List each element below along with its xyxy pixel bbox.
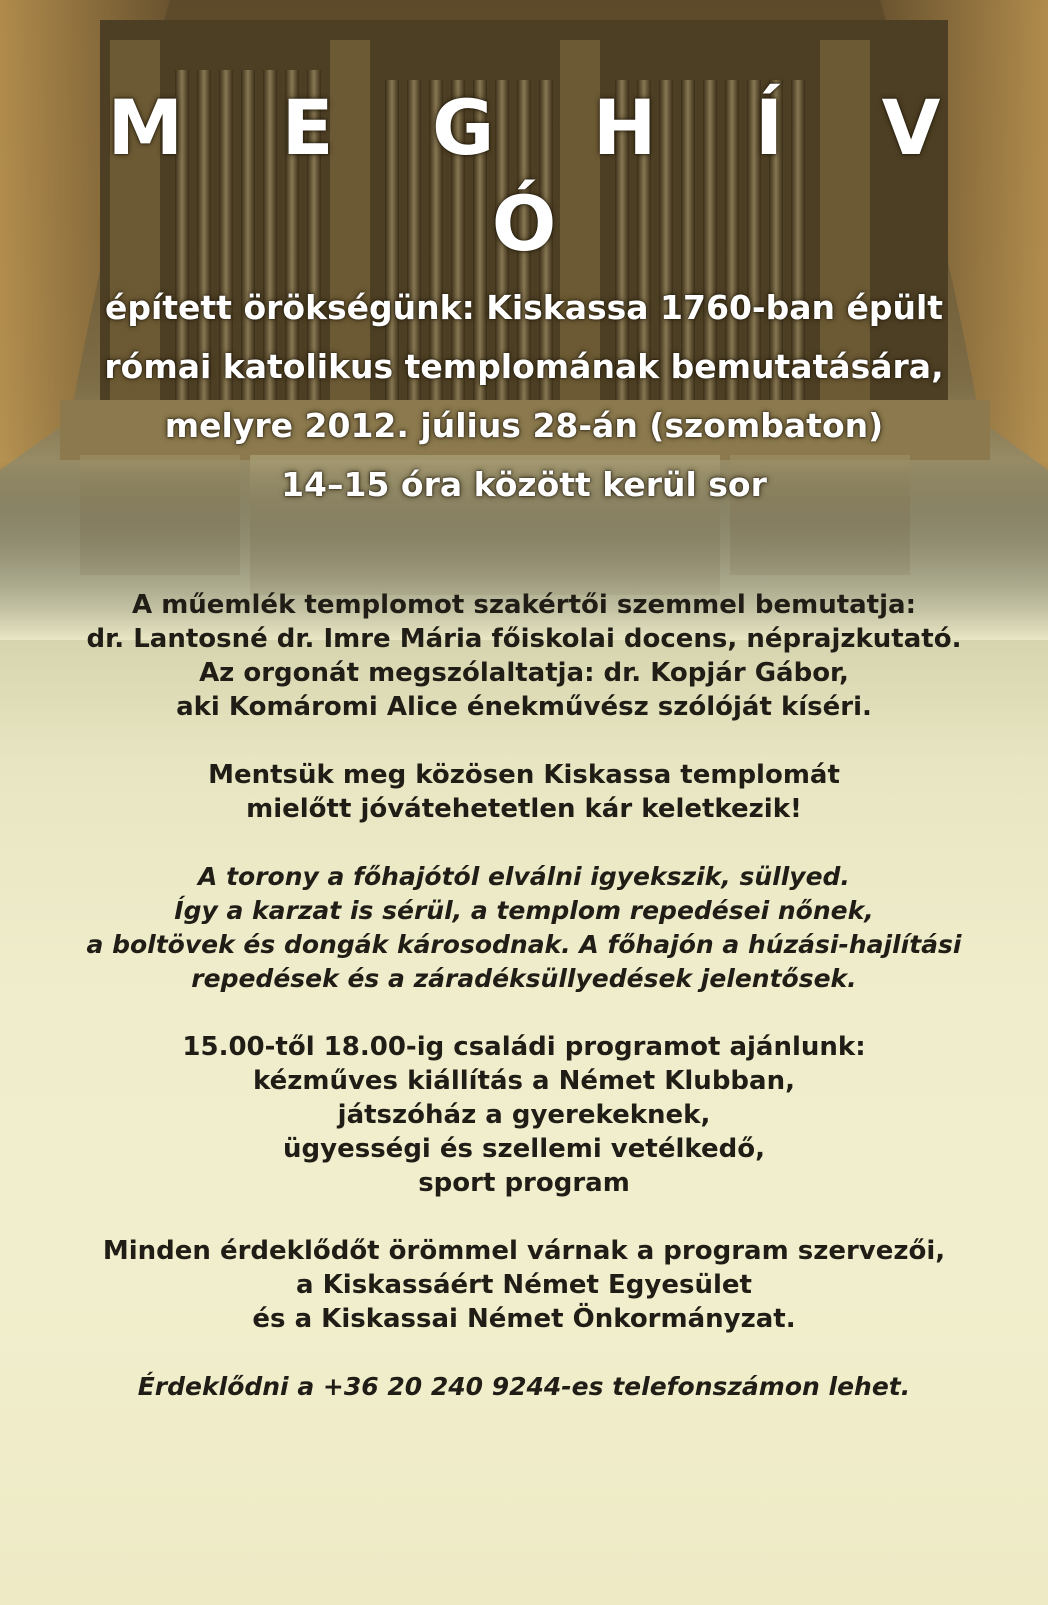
family-program-paragraph	[0, 1030, 1048, 1200]
damage-paragraph	[0, 860, 1048, 996]
damage-line: repedések és a záradéksüllyedések jelentősek.	[191, 964, 857, 993]
organizers-paragraph	[0, 1234, 1048, 1336]
page-title: M E G H Í V Ó	[107, 83, 977, 268]
presenters-line: Az orgonát megszólaltatja: dr. Kopjár Gábor,	[199, 658, 849, 688]
subtitle-line: melyre 2012. július 28-án (szombaton)	[164, 406, 884, 445]
family-program-line: kézműves kiállítás a Német Klubban,	[253, 1066, 795, 1096]
appeal-line: Mentsük meg közösen Kiskassa templomát	[208, 760, 840, 790]
presenters-paragraph	[0, 588, 1048, 724]
subtitle-line: 14–15 óra között kerül sor	[281, 465, 767, 504]
appeal-paragraph	[0, 758, 1048, 826]
contact-line: Érdeklődni a +36 20 240 9244-es telefonszámon lehet.	[137, 1372, 911, 1401]
invitation-body	[0, 588, 1048, 1404]
presenters-line: dr. Lantosné dr. Imre Mária főiskolai docens, néprajzkutató.	[86, 624, 962, 654]
organizers-line: Minden érdeklődőt örömmel várnak a program szervezői,	[102, 1236, 946, 1266]
event-subtitle	[0, 278, 1048, 514]
appeal-line: mielőtt jóvátehetetlen kár keletkezik!	[246, 794, 802, 824]
damage-line: Így a karzat is sérül, a templom repedései nőnek,	[174, 896, 874, 925]
family-program-line: sport program	[418, 1168, 630, 1198]
organizers-line: a Kiskassáért Német Egyesület	[296, 1270, 752, 1300]
family-program-line: 15.00-től 18.00-ig családi programot ajánlunk:	[182, 1032, 866, 1062]
damage-line: A torony a főhajótól elválni igyekszik, süllyed.	[198, 862, 850, 891]
subtitle-line: római katolikus templomának bemutatására,	[104, 347, 944, 386]
damage-line: a boltövek és dongák károsodnak. A főhajón a húzási-hajlítási	[86, 930, 962, 959]
organizers-line: és a Kiskassai Német Önkormányzat.	[252, 1304, 796, 1334]
family-program-line: ügyességi és szellemi vetélkedő,	[283, 1134, 765, 1164]
presenters-line: aki Komáromi Alice énekművész szólóját kíséri.	[176, 692, 872, 722]
subtitle-line: épített örökségünk: Kiskassa 1760-ban épült	[104, 288, 944, 327]
presenters-line: A műemlék templomot szakértői szemmel bemutatja:	[132, 590, 916, 620]
invitation-header	[0, 80, 1048, 514]
family-program-line: játszóház a gyerekeknek,	[337, 1100, 711, 1130]
